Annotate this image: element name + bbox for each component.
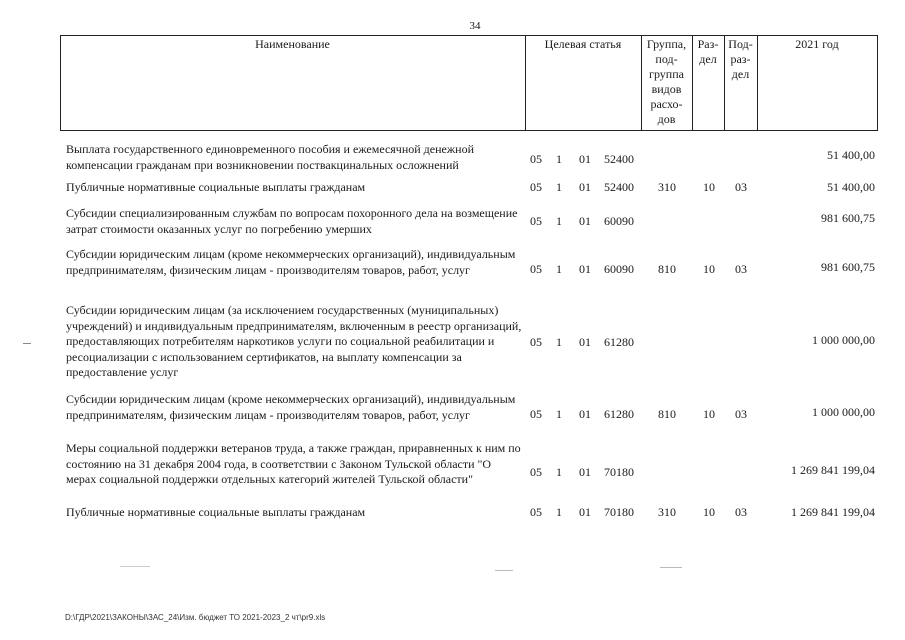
amount-cell: 1 000 000,00 xyxy=(812,333,875,347)
header-year: 2021 год xyxy=(795,37,839,51)
article-part: 52400 xyxy=(604,152,634,166)
amount-cell: 51 400,00 xyxy=(827,148,875,162)
article-part: 01 xyxy=(579,407,591,421)
amount-cell: 981 600,75 xyxy=(821,211,875,225)
article-part: 01 xyxy=(579,214,591,228)
article-part: 1 xyxy=(556,407,562,421)
expense-group-cell: 810 xyxy=(658,262,676,276)
row-name: Субсидии юридическим лицам (за исключением государственных (муниципальных) учреждений) и индивидуальным предпринимателям, включенным в реестр организаций, предоставляющих потребителям наркотиков услуги по социальной реабилитации и ресоциализации с использованием сертификатов, на выплату компенсации за предоставление услуг xyxy=(66,303,522,379)
amount-cell: 1 269 841 199,04 xyxy=(791,505,875,519)
section-cell: 10 xyxy=(703,505,715,519)
article-part: 1 xyxy=(556,335,562,349)
header-divider xyxy=(877,35,878,131)
article-part: 61280 xyxy=(604,335,634,349)
row-name: Субсидии юридическим лицам (кроме некоммерческих организаций), индивидуальным предпринимателям, физическим лицам - производителям товаров, работ, услуг xyxy=(66,247,516,277)
header-expense-group: Группа, под- группа видов расхо- дов xyxy=(646,37,687,126)
article-part: 1 xyxy=(556,465,562,479)
article-part: 1 xyxy=(556,262,562,276)
article-part: 05 xyxy=(530,214,542,228)
header-name: Наименование xyxy=(255,37,330,51)
amount-cell: 51 400,00 xyxy=(827,180,875,194)
article-part: 60090 xyxy=(604,214,634,228)
article-part: 05 xyxy=(530,262,542,276)
row-name: Выплата государственного единовременного пособия и ежемесячной денежной компенсации гражданам при возникновении поствакцинальных осложнений xyxy=(66,142,474,172)
expense-group-cell: 310 xyxy=(658,180,676,194)
article-part: 70180 xyxy=(604,505,634,519)
article-part: 05 xyxy=(530,180,542,194)
scan-artifact xyxy=(23,343,31,344)
header-section: Раз- дел xyxy=(697,37,719,66)
article-part: 05 xyxy=(530,465,542,479)
article-part: 52400 xyxy=(604,180,634,194)
amount-cell: 1 000 000,00 xyxy=(812,405,875,419)
header-subsection: Под- раз- дел xyxy=(728,37,753,81)
section-cell: 10 xyxy=(703,180,715,194)
article-part: 05 xyxy=(530,505,542,519)
article-part: 60090 xyxy=(604,262,634,276)
article-part: 01 xyxy=(579,335,591,349)
article-part: 70180 xyxy=(604,465,634,479)
scan-artifact xyxy=(120,566,150,567)
article-part: 1 xyxy=(556,214,562,228)
row-name: Субсидии специализированным службам по вопросам похоронного дела на возмещение затрат стоимости оказанных услуг по погребению умерших xyxy=(66,206,518,236)
article-part: 1 xyxy=(556,152,562,166)
row-name: Публичные нормативные социальные выплаты гражданам xyxy=(66,505,366,519)
row-name: Публичные нормативные социальные выплаты гражданам xyxy=(66,180,366,194)
scan-artifact xyxy=(660,567,682,568)
header-target-article: Целевая статья xyxy=(544,37,622,51)
amount-cell: 1 269 841 199,04 xyxy=(791,463,875,477)
article-part: 01 xyxy=(579,180,591,194)
header-top-border xyxy=(60,35,878,36)
article-part: 01 xyxy=(579,505,591,519)
row-name: Субсидии юридическим лицам (кроме некоммерческих организаций), индивидуальным предпринимателям, физическим лицам - производителям товаров, работ, услуг xyxy=(66,392,516,422)
article-part: 01 xyxy=(579,152,591,166)
page-number: 34 xyxy=(469,20,481,32)
scan-artifact xyxy=(495,570,513,571)
article-part: 05 xyxy=(530,152,542,166)
subsection-cell: 03 xyxy=(735,180,747,194)
article-part: 1 xyxy=(556,505,562,519)
expense-group-cell: 310 xyxy=(658,505,676,519)
file-path-footer: D:\ГДР\2021\ЗАКОНЫ\ЗАС_24\Изм. бюджет ТО 2021-2023_2 чт\pr9.xls xyxy=(65,613,326,622)
article-part: 1 xyxy=(556,180,562,194)
article-part: 01 xyxy=(579,465,591,479)
article-part: 05 xyxy=(530,335,542,349)
table-header xyxy=(0,0,905,131)
subsection-cell: 03 xyxy=(735,262,747,276)
amount-cell: 981 600,75 xyxy=(821,260,875,274)
article-part: 01 xyxy=(579,262,591,276)
section-cell: 10 xyxy=(703,407,715,421)
subsection-cell: 03 xyxy=(735,407,747,421)
row-name: Меры социальной поддержки ветеранов труда, а также граждан, приравненных к ним по состоянию на 31 декабря 2004 года, в соответствии с Законом Тульской области "О мерах социальной поддержки отдельных категорий жителей Тульской области" xyxy=(66,441,521,486)
subsection-cell: 03 xyxy=(735,505,747,519)
article-part: 05 xyxy=(530,407,542,421)
article-part: 61280 xyxy=(604,407,634,421)
header-bottom-border xyxy=(60,130,878,131)
expense-group-cell: 810 xyxy=(658,407,676,421)
section-cell: 10 xyxy=(703,262,715,276)
